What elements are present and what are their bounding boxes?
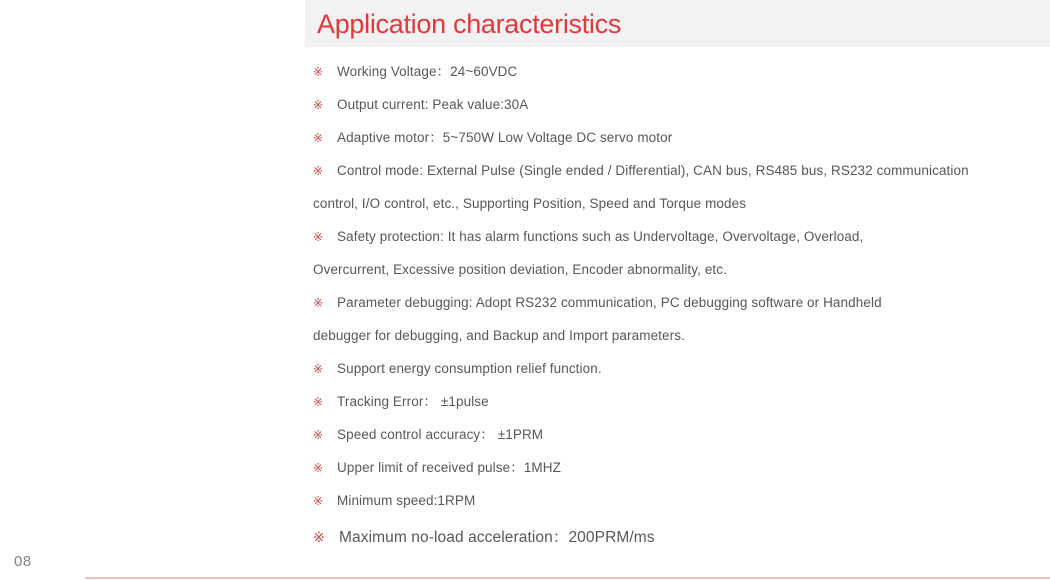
list-item-text: Adaptive motor：5~750W Low Voltage DC servo motor [337, 130, 673, 145]
list-item [313, 286, 1033, 319]
list-item [313, 484, 1033, 517]
reference-mark-icon: ※ [313, 494, 324, 508]
list-item [313, 418, 1033, 451]
list-item [313, 521, 1033, 554]
list-item-text: Minimum speed:1RPM [337, 493, 476, 508]
reference-mark-icon: ※ [313, 98, 324, 112]
list-item [313, 121, 1033, 154]
list-item-continuation [313, 253, 1033, 286]
list-item-text: Speed control accuracy： ±1PRM [337, 427, 544, 442]
list-item [313, 154, 1033, 187]
list-item-continuation [313, 319, 1033, 352]
list-item-text: Maximum no-load acceleration：200PRM/ms [339, 529, 655, 546]
list-item [313, 88, 1033, 121]
list-item-text: debugger for debugging, and Backup and Import parameters. [313, 328, 685, 343]
section-header-bar [305, 0, 1050, 47]
reference-mark-icon: ※ [313, 461, 324, 475]
reference-mark-icon: ※ [313, 230, 324, 244]
reference-mark-icon: ※ [313, 362, 324, 376]
list-item-text: control, I/O control, etc., Supporting Position, Speed and Torque modes [313, 196, 747, 211]
list-item [313, 55, 1033, 88]
list-item-text: Parameter debugging: Adopt RS232 communication, PC debugging software or Handheld [337, 295, 882, 310]
list-item-continuation [313, 187, 1033, 220]
reference-mark-icon: ※ [313, 65, 324, 79]
reference-mark-icon: ※ [313, 164, 324, 178]
footer-divider [85, 577, 1050, 579]
list-item-text: Overcurrent, Excessive position deviation, Encoder abnormality, etc. [313, 262, 727, 277]
page-title: Application characteristics [317, 9, 622, 39]
list-item-text: Upper limit of received pulse：1MHZ [337, 460, 561, 475]
list-item-text: Safety protection: It has alarm functions such as Undervoltage, Overvoltage, Overload, [337, 229, 864, 244]
page-number: 08 [14, 553, 32, 570]
reference-mark-icon: ※ [313, 395, 324, 409]
reference-mark-icon: ※ [313, 131, 324, 145]
list-item-text: Working Voltage：24~60VDC [337, 64, 518, 79]
list-item [313, 385, 1033, 418]
reference-mark-icon: ※ [313, 428, 324, 442]
list-item [313, 352, 1033, 385]
list-item-text: Tracking Error： ±1pulse [337, 394, 489, 409]
list-item [313, 220, 1033, 253]
list-item-text: Output current: Peak value:30A [337, 97, 529, 112]
reference-mark-icon: ※ [313, 296, 324, 310]
list-item-text: Control mode: External Pulse (Single ended / Differential), CAN bus, RS485 bus, RS232 communication [337, 163, 969, 178]
list-item-text: Support energy consumption relief function. [337, 361, 602, 376]
list-item [313, 451, 1033, 484]
reference-mark-icon: ※ [313, 529, 325, 545]
feature-list [313, 55, 1033, 554]
